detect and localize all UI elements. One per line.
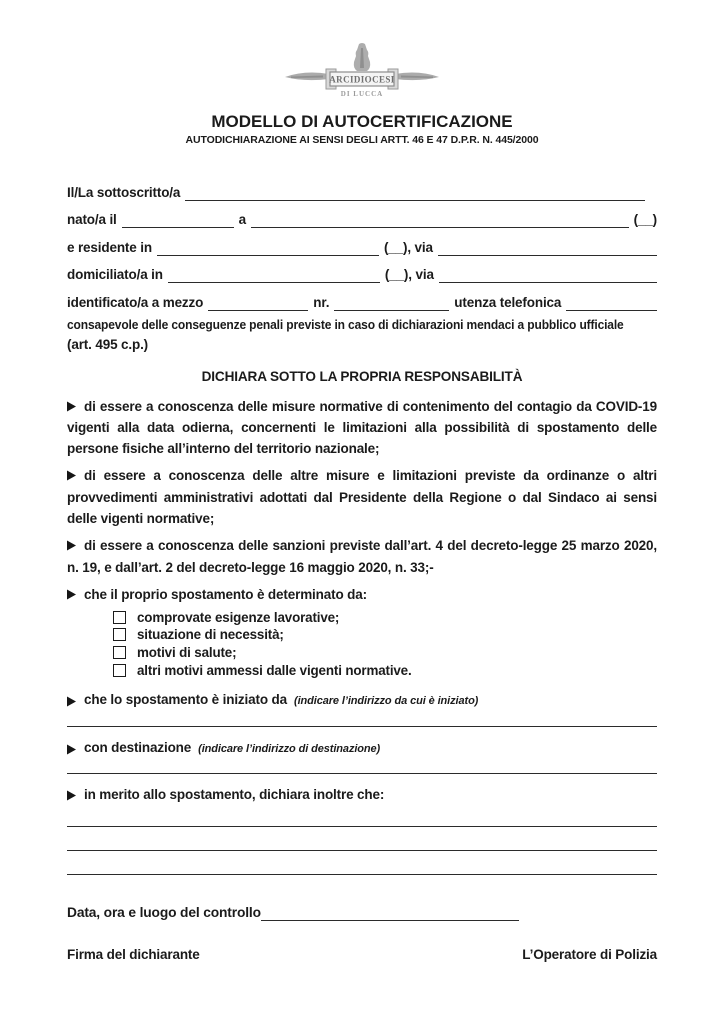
police-operator-label: L’Operatore di Polizia <box>522 947 657 963</box>
bullet-sanctions <box>67 535 657 578</box>
reason-checklist <box>67 608 657 679</box>
declarant-signature-label: Firma del dichiarante <box>67 947 200 963</box>
penal-notice-article: (art. 495 c.p.) <box>67 336 149 352</box>
birth-date-field[interactable] <box>122 211 234 228</box>
checkbox-label: motivi di salute; <box>137 645 237 661</box>
logo-org-name: ARCIDIOCESI <box>329 74 395 85</box>
identity-section <box>67 173 657 311</box>
reason-option-work[interactable] <box>113 608 657 626</box>
checkbox-label: comprovate esigenze lavorative; <box>137 609 340 625</box>
control-row <box>67 904 657 921</box>
row-residence <box>67 228 657 256</box>
checkbox-label: altri motivi ammessi dalle vigenti normative. <box>137 662 412 678</box>
checkbox-icon[interactable] <box>113 611 126 624</box>
arrow-bullet-icon <box>67 696 76 706</box>
residence-street-field[interactable] <box>438 239 657 256</box>
id-means-label: identificato/a a mezzo <box>67 294 204 310</box>
residence-label: e residente in <box>67 239 152 255</box>
subscriber-name-field[interactable] <box>185 184 645 201</box>
origin-row <box>67 689 657 712</box>
origin-write-line[interactable] <box>67 726 657 727</box>
checkbox-label: situazione di necessità; <box>137 627 284 643</box>
bullet-text: di essere a conoscenza delle misure normative di contenimento del contagio da COVID-19 vigenti alla data odierna, concernenti le limitazioni alla possibilità di spostamento delle persone fisiche all’interno del territorio nazionale; <box>67 398 657 457</box>
control-label: Data, ora e luogo del controllo <box>67 905 261 921</box>
residence-city-field[interactable] <box>157 239 379 256</box>
additional-write-line-2[interactable] <box>67 850 657 851</box>
row-domicile <box>67 256 657 284</box>
origin-note: (indicare l’indirizzo da cui è iniziato) <box>294 695 479 708</box>
row-birth <box>67 201 657 229</box>
bullet-regional-measures <box>67 465 657 529</box>
reason-option-other[interactable] <box>113 662 657 680</box>
domicile-province-via-label: (__), via <box>384 267 434 282</box>
id-number-field[interactable] <box>334 294 449 311</box>
additional-label: in merito allo spostamento, dichiara inoltre che: <box>84 787 385 803</box>
birth-date-label: nato/a il <box>67 212 117 227</box>
checkbox-icon[interactable] <box>113 646 126 659</box>
bullet-covid-measures <box>67 396 657 460</box>
additional-declaration-row <box>67 784 657 805</box>
destination-label: con destinazione <box>84 740 192 756</box>
bullet-text: che il proprio spostamento è determinato da: <box>84 586 367 602</box>
phone-field[interactable] <box>566 294 657 311</box>
arrow-bullet-icon <box>67 401 76 411</box>
domicile-street-field[interactable] <box>439 266 657 283</box>
arrow-bullet-icon <box>67 744 76 754</box>
birth-province-marker[interactable]: (__) <box>633 212 657 227</box>
subscriber-label: Il/La sottoscritto/a <box>67 184 181 200</box>
control-field[interactable] <box>261 904 519 921</box>
checkbox-icon[interactable] <box>113 628 126 641</box>
destination-write-line[interactable] <box>67 773 657 774</box>
signature-row <box>67 947 657 962</box>
bullet-text: di essere a conoscenza delle altre misure e limitazioni previste da ordinanze o altri provvedimenti amministrativi adottati dal Presidente della Regione o dal Sindaco ai sensi delle vigenti normative; <box>67 468 657 526</box>
reason-option-necessity[interactable] <box>113 626 657 644</box>
diocese-crest-icon <box>277 42 447 106</box>
phone-label: utenza telefonica <box>454 294 562 310</box>
logo-org-place: DI LUCCA <box>340 90 384 98</box>
page-subtitle: AUTODICHIARAZIONE AI SENSI DEGLI ARTT. 46 E 47 D.P.R. N. 445/2000 <box>185 134 539 146</box>
birth-place-field[interactable] <box>251 211 629 228</box>
id-number-label: nr. <box>313 294 330 310</box>
arrow-bullet-icon <box>67 790 76 800</box>
diocese-logo <box>67 42 657 108</box>
arrow-bullet-icon <box>67 589 76 599</box>
arrow-bullet-icon <box>67 471 76 481</box>
penal-notice: consapevole delle conseguenze penali previste in caso di dichiarazioni mendaci a pubblico ufficiale <box>67 317 624 332</box>
bullet-reason-intro <box>67 584 657 605</box>
additional-write-line-3[interactable] <box>67 874 657 875</box>
bullet-text: di essere a conoscenza delle sanzioni previste dall’art. 4 del decreto-legge 25 marzo 2020, n. 19, e dall’art. 2 del decreto-legge 16 maggio 2020, n. 33;- <box>67 538 657 575</box>
domicile-label: domiciliato/a in <box>67 267 163 282</box>
destination-note: (indicare l’indirizzo di destinazione) <box>198 743 381 756</box>
row-subscriber <box>67 173 657 201</box>
origin-label: che lo spostamento è iniziato da <box>84 692 287 708</box>
arrow-bullet-icon <box>67 541 76 551</box>
destination-row <box>67 737 657 760</box>
reason-option-health[interactable] <box>113 644 657 662</box>
checkbox-icon[interactable] <box>113 664 126 677</box>
row-identification <box>67 283 657 311</box>
additional-write-line-1[interactable] <box>67 826 657 827</box>
birth-place-label: a <box>238 212 247 227</box>
domicile-city-field[interactable] <box>168 266 380 283</box>
id-means-field[interactable] <box>208 294 308 311</box>
declaration-heading: DICHIARA SOTTO LA PROPRIA RESPONSABILITÀ <box>201 368 523 384</box>
page-title: MODELLO DI AUTOCERTIFICAZIONE <box>211 112 513 131</box>
residence-province-via-label: (__), via <box>383 239 433 255</box>
